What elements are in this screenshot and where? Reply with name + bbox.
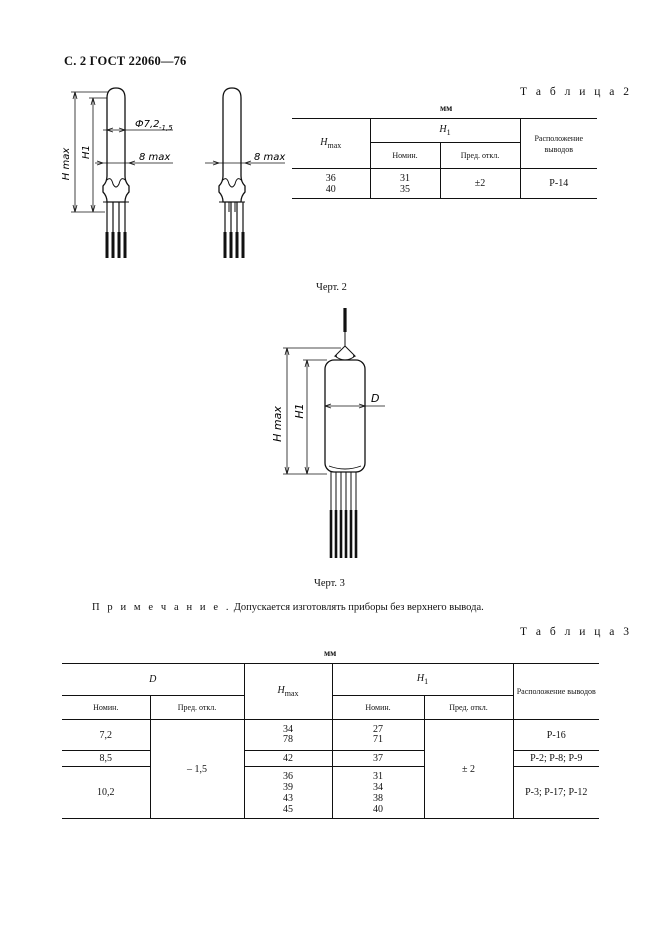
fig3-dim-d: D [371, 392, 380, 405]
fig2-dim-phi-tol: -1,5 [159, 124, 173, 132]
t3-r3-hmax: 36 39 43 45 [244, 767, 332, 819]
t2-head-hmax: $H_{max}$ [292, 119, 370, 169]
tube-a-body [103, 88, 129, 202]
figure-2-caption: Черт. 2 [316, 282, 347, 293]
t2-row-hmax: 36 40 [292, 169, 370, 199]
tube-c-body [325, 360, 365, 472]
page-header: С. 2 ГОСТ 22060—76 [64, 54, 187, 68]
t2-head-pins: Расположение выводов [520, 119, 597, 169]
figure-3-caption: Черт. 3 [314, 578, 345, 589]
t3-r2-pins: Р-2; Р-8; Р-9 [513, 751, 599, 767]
t3-r2-hmax: 42 [244, 751, 332, 767]
table-2-unit: мм [440, 103, 453, 113]
note-label: П р и м е ч а н и е . [92, 602, 232, 613]
t2-head-nom: Номин. [370, 143, 440, 169]
fig3-dim-hmax: H max [271, 406, 284, 442]
t3-head-pins: Расположение выводов [513, 664, 599, 720]
t3-head-h1: $H_1$ [332, 664, 513, 696]
fig3-dim-h1: H1 [293, 403, 306, 419]
t3-r1-h1: 27 71 [332, 720, 424, 751]
table-3-caption: Т а б л и ц а 3 [520, 626, 633, 638]
t3-head-h1-tol: Пред. откл. [424, 696, 513, 720]
t2-head-h1: $H_1$ [370, 119, 520, 143]
t3-r1-d: 7,2 [62, 720, 150, 751]
tube-b-body [219, 88, 245, 202]
t2-row-pins: Р-14 [520, 169, 597, 199]
note-text: Допускается изготовлять приборы без верхнего вывода. [233, 602, 484, 613]
t3-head-d-nom: Номин. [62, 696, 150, 720]
table-2-caption: Т а б л и ц а 2 [520, 86, 633, 98]
t3-d-tol: – 1,5 [150, 720, 244, 819]
fig2-dim-h1: H1 [81, 145, 92, 159]
note [92, 602, 484, 613]
t3-head-h1-nom: Номин. [332, 696, 424, 720]
t2-row-tol: ±2 [440, 169, 520, 199]
t2-head-tol: Пред. откл. [440, 143, 520, 169]
table-row [62, 720, 599, 751]
t3-r1-pins: Р-16 [513, 720, 599, 751]
table-2 [292, 118, 597, 199]
t3-r3-pins: Р-3; Р-17; Р-12 [513, 767, 599, 819]
t3-h1-tol: ± 2 [424, 720, 513, 819]
table-row [62, 751, 599, 767]
t3-r2-d: 8,5 [62, 751, 150, 767]
table-3-unit: мм [324, 648, 337, 658]
fig2-dim-phi: Ф7,2 [135, 119, 160, 130]
t3-r3-h1: 31 34 38 40 [332, 767, 424, 819]
t3-head-hmax: $H_{max}$ [244, 664, 332, 720]
t3-head-d: D [62, 664, 244, 696]
t2-row-nom: 31 35 [370, 169, 440, 199]
t3-head-d-tol: Пред. откл. [150, 696, 244, 720]
fig2-dim-8max-b: 8 max [254, 152, 286, 163]
figure-3-drawing [265, 306, 415, 570]
table-3 [62, 663, 599, 819]
t3-r3-d: 10,2 [62, 767, 150, 819]
table-row [62, 767, 599, 819]
t3-r1-hmax: 34 78 [244, 720, 332, 751]
fig2-dim-8max-a: 8 max [139, 152, 171, 163]
figure-2-drawing [55, 80, 295, 270]
fig2-dim-hmax: H max [61, 147, 72, 181]
t3-r2-h1: 37 [332, 751, 424, 767]
